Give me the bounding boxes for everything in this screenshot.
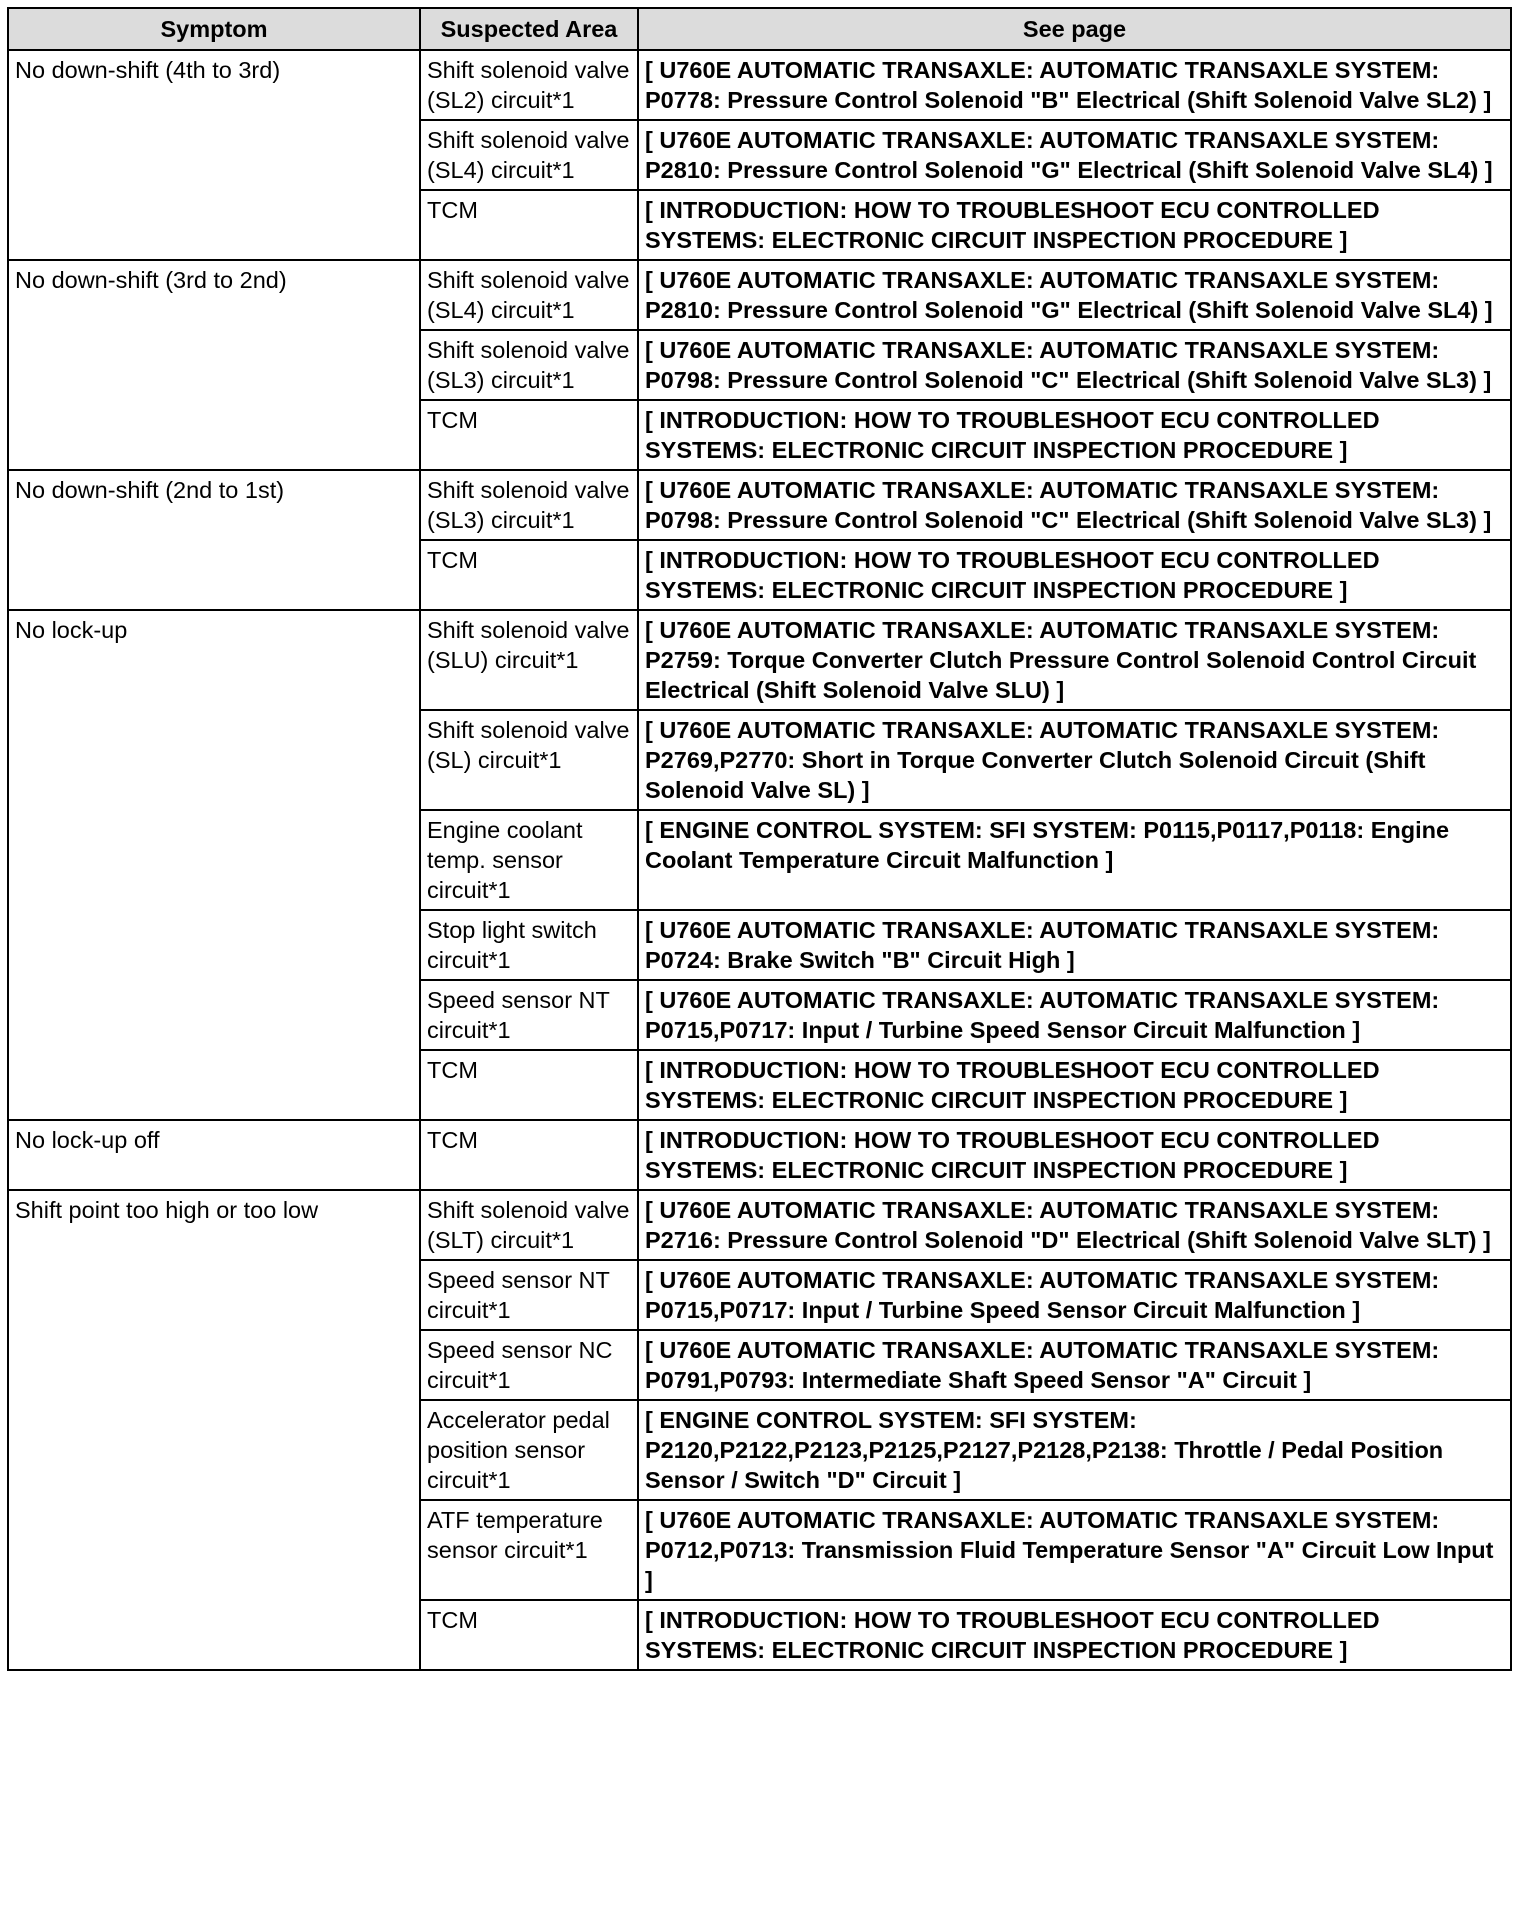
see-page-link[interactable]: [ U760E AUTOMATIC TRANSAXLE: AUTOMATIC TRANSAXLE SYSTEM: P2716: Pressure Control Solenoid "D" Electrical (Shift Solenoid Valve SLT) ] [638, 1190, 1511, 1260]
table-row [8, 1120, 1511, 1190]
suspected-area-cell: Shift solenoid valve (SL4) circuit*1 [420, 260, 638, 330]
see-page-link[interactable]: [ U760E AUTOMATIC TRANSAXLE: AUTOMATIC TRANSAXLE SYSTEM: P0715,P0717: Input / Turbine Speed Sensor Circuit Malfunction ] [638, 980, 1511, 1050]
suspected-area-cell: Shift solenoid valve (SL3) circuit*1 [420, 470, 638, 540]
see-page-link[interactable]: [ U760E AUTOMATIC TRANSAXLE: AUTOMATIC TRANSAXLE SYSTEM: P0715,P0717: Input / Turbine Speed Sensor Circuit Malfunction ] [638, 1260, 1511, 1330]
suspected-area-cell: Shift solenoid valve (SLU) circuit*1 [420, 610, 638, 710]
header-see-page: See page [638, 8, 1511, 50]
see-page-link[interactable]: [ U760E AUTOMATIC TRANSAXLE: AUTOMATIC TRANSAXLE SYSTEM: P0712,P0713: Transmission Fluid Temperature Sensor "A" Circuit Low Input ] [638, 1500, 1511, 1600]
suspected-area-cell: TCM [420, 1050, 638, 1120]
see-page-link[interactable]: [ U760E AUTOMATIC TRANSAXLE: AUTOMATIC TRANSAXLE SYSTEM: P0724: Brake Switch "B" Circuit High ] [638, 910, 1511, 980]
see-page-link[interactable]: [ U760E AUTOMATIC TRANSAXLE: AUTOMATIC TRANSAXLE SYSTEM: P0778: Pressure Control Solenoid "B" Electrical (Shift Solenoid Valve SL2) ] [638, 50, 1511, 120]
table-row [8, 610, 1511, 710]
header-row [8, 8, 1511, 50]
suspected-area-cell: Speed sensor NT circuit*1 [420, 1260, 638, 1330]
table-row [8, 470, 1511, 540]
see-page-link[interactable]: [ ENGINE CONTROL SYSTEM: SFI SYSTEM: P0115,P0117,P0118: Engine Coolant Temperature Circuit Malfunction ] [638, 810, 1511, 910]
suspected-area-cell: Speed sensor NC circuit*1 [420, 1330, 638, 1400]
see-page-link[interactable]: [ U760E AUTOMATIC TRANSAXLE: AUTOMATIC TRANSAXLE SYSTEM: P2810: Pressure Control Solenoid "G" Electrical (Shift Solenoid Valve SL4) ] [638, 120, 1511, 190]
table-row [8, 50, 1511, 120]
see-page-link[interactable]: [ U760E AUTOMATIC TRANSAXLE: AUTOMATIC TRANSAXLE SYSTEM: P0791,P0793: Intermediate Shaft Speed Sensor "A" Circuit ] [638, 1330, 1511, 1400]
see-page-link[interactable]: [ ENGINE CONTROL SYSTEM: SFI SYSTEM: P2120,P2122,P2123,P2125,P2127,P2128,P2138: Throttle / Pedal Position Sensor / Switch "D" Circuit ] [638, 1400, 1511, 1500]
see-page-link[interactable]: [ INTRODUCTION: HOW TO TROUBLESHOOT ECU CONTROLLED SYSTEMS: ELECTRONIC CIRCUIT INSPECTION PROCEDURE ] [638, 1600, 1511, 1670]
suspected-area-cell: TCM [420, 540, 638, 610]
table-row [8, 260, 1511, 330]
header-symptom: Symptom [8, 8, 420, 50]
symptom-cell: No lock-up off [8, 1120, 420, 1190]
suspected-area-cell: Shift solenoid valve (SL) circuit*1 [420, 710, 638, 810]
suspected-area-cell: Engine coolant temp. sensor circuit*1 [420, 810, 638, 910]
suspected-area-cell: ATF temperature sensor circuit*1 [420, 1500, 638, 1600]
suspected-area-cell: TCM [420, 1600, 638, 1670]
table-row [8, 1190, 1511, 1260]
suspected-area-cell: TCM [420, 1120, 638, 1190]
suspected-area-cell: Shift solenoid valve (SL2) circuit*1 [420, 50, 638, 120]
symptom-cell: No down-shift (3rd to 2nd) [8, 260, 420, 470]
suspected-area-cell: Stop light switch circuit*1 [420, 910, 638, 980]
see-page-link[interactable]: [ INTRODUCTION: HOW TO TROUBLESHOOT ECU CONTROLLED SYSTEMS: ELECTRONIC CIRCUIT INSPECTION PROCEDURE ] [638, 190, 1511, 260]
suspected-area-cell: Shift solenoid valve (SLT) circuit*1 [420, 1190, 638, 1260]
symptom-cell: No down-shift (4th to 3rd) [8, 50, 420, 260]
symptom-cell: Shift point too high or too low [8, 1190, 420, 1670]
table-body [8, 50, 1511, 1670]
symptom-cell: No lock-up [8, 610, 420, 1120]
see-page-link[interactable]: [ U760E AUTOMATIC TRANSAXLE: AUTOMATIC TRANSAXLE SYSTEM: P2759: Torque Converter Clutch Pressure Control Solenoid Control Circuit Electrical (Shift Solenoid Valve SLU) ] [638, 610, 1511, 710]
see-page-link[interactable]: [ U760E AUTOMATIC TRANSAXLE: AUTOMATIC TRANSAXLE SYSTEM: P0798: Pressure Control Solenoid "C" Electrical (Shift Solenoid Valve SL3) ] [638, 330, 1511, 400]
suspected-area-cell: Speed sensor NT circuit*1 [420, 980, 638, 1050]
suspected-area-cell: TCM [420, 400, 638, 470]
see-page-link[interactable]: [ U760E AUTOMATIC TRANSAXLE: AUTOMATIC TRANSAXLE SYSTEM: P2810: Pressure Control Solenoid "G" Electrical (Shift Solenoid Valve SL4) ] [638, 260, 1511, 330]
suspected-area-cell: Shift solenoid valve (SL3) circuit*1 [420, 330, 638, 400]
see-page-link[interactable]: [ INTRODUCTION: HOW TO TROUBLESHOOT ECU CONTROLLED SYSTEMS: ELECTRONIC CIRCUIT INSPECTION PROCEDURE ] [638, 1120, 1511, 1190]
troubleshooting-table [7, 7, 1512, 1671]
header-suspected-area: Suspected Area [420, 8, 638, 50]
suspected-area-cell: Accelerator pedal position sensor circuit*1 [420, 1400, 638, 1500]
see-page-link[interactable]: [ U760E AUTOMATIC TRANSAXLE: AUTOMATIC TRANSAXLE SYSTEM: P2769,P2770: Short in Torque Converter Clutch Solenoid Circuit (Shift Solenoid Valve SL) ] [638, 710, 1511, 810]
suspected-area-cell: Shift solenoid valve (SL4) circuit*1 [420, 120, 638, 190]
see-page-link[interactable]: [ INTRODUCTION: HOW TO TROUBLESHOOT ECU CONTROLLED SYSTEMS: ELECTRONIC CIRCUIT INSPECTION PROCEDURE ] [638, 540, 1511, 610]
see-page-link[interactable]: [ INTRODUCTION: HOW TO TROUBLESHOOT ECU CONTROLLED SYSTEMS: ELECTRONIC CIRCUIT INSPECTION PROCEDURE ] [638, 400, 1511, 470]
see-page-link[interactable]: [ U760E AUTOMATIC TRANSAXLE: AUTOMATIC TRANSAXLE SYSTEM: P0798: Pressure Control Solenoid "C" Electrical (Shift Solenoid Valve SL3) ] [638, 470, 1511, 540]
suspected-area-cell: TCM [420, 190, 638, 260]
see-page-link[interactable]: [ INTRODUCTION: HOW TO TROUBLESHOOT ECU CONTROLLED SYSTEMS: ELECTRONIC CIRCUIT INSPECTION PROCEDURE ] [638, 1050, 1511, 1120]
symptom-cell: No down-shift (2nd to 1st) [8, 470, 420, 610]
